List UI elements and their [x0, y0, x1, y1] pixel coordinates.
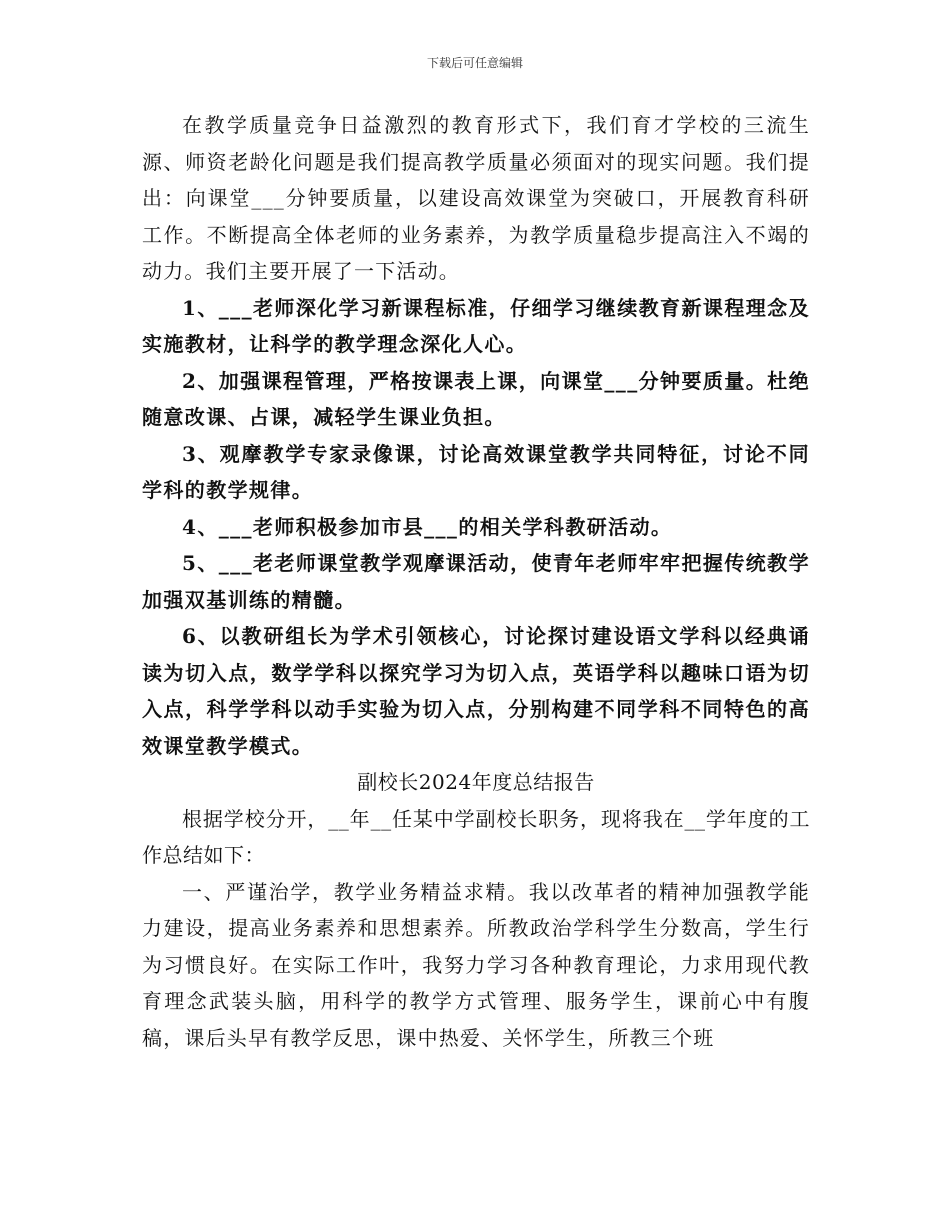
- document-body: [142, 107, 810, 1056]
- list-item-6: 6、以教研组长为学术引领核心，讨论探讨建设语文学科以经典诵读为切入点，数学学科以探究学习为切入点，英语学科以趣味口语为切入点，科学学科以动手实验为切入点，分别构建不同学科不同特色的高效课堂教学模式。: [142, 624, 810, 758]
- list-item-1: 1、___老师深化学习新课程标准，仔细学习继续教育新课程理念及实施教材，让科学的教学理念深化人心。: [142, 295, 810, 356]
- intro-paragraph: 在教学质量竞争日益激烈的教育形式下，我们育才学校的三流生源、师资老龄化问题是我们提高教学质量必须面对的现实问题。我们提出：向课堂___分钟要质量，以建设高效课堂为突破口，开展教育科研工作。不断提高全体老师的业务素养，为教学质量稳步提高注入不竭的动力。我们主要开展了一下活动。: [142, 113, 810, 283]
- report-intro-paragraph: 根据学校分开，__年__任某中学副校长职务，现将我在__学年度的工作总结如下：: [142, 806, 810, 867]
- page-header-note: 下载后可任意编辑: [426, 56, 523, 70]
- list-item-2: 2、加强课程管理，严格按课表上课，向课堂___分钟要质量。杜绝随意改课、占课，减轻学生课业负担。: [142, 368, 810, 429]
- list-item-4: 4、___老师积极参加市县___的相关学科教研活动。: [182, 514, 673, 539]
- report-section-one-paragraph: 一、严谨治学，教学业务精益求精。我以改革者的精神加强教学能力建设，提高业务素养和思想素养。所教政治学科学生分数高，学生行为习惯良好。在实际工作叶，我努力学习各种教育理论，力求用现代教育理念武装头脑，用科学的教学方式管理、服务学生，课前心中有腹稿，课后头早有教学反思，课中热爱、关怀学生，所教三个班: [142, 879, 810, 1050]
- report-title: 副校长2024年度总结报告: [357, 770, 595, 794]
- list-item-5: 5、___老老师课堂教学观摩课活动，使青年老师牢牢把握传统教学加强双基训练的精髓。: [142, 551, 810, 612]
- list-item-3: 3、观摩教学专家录像课，讨论高效课堂教学共同特征，讨论不同学科的教学规律。: [142, 441, 810, 502]
